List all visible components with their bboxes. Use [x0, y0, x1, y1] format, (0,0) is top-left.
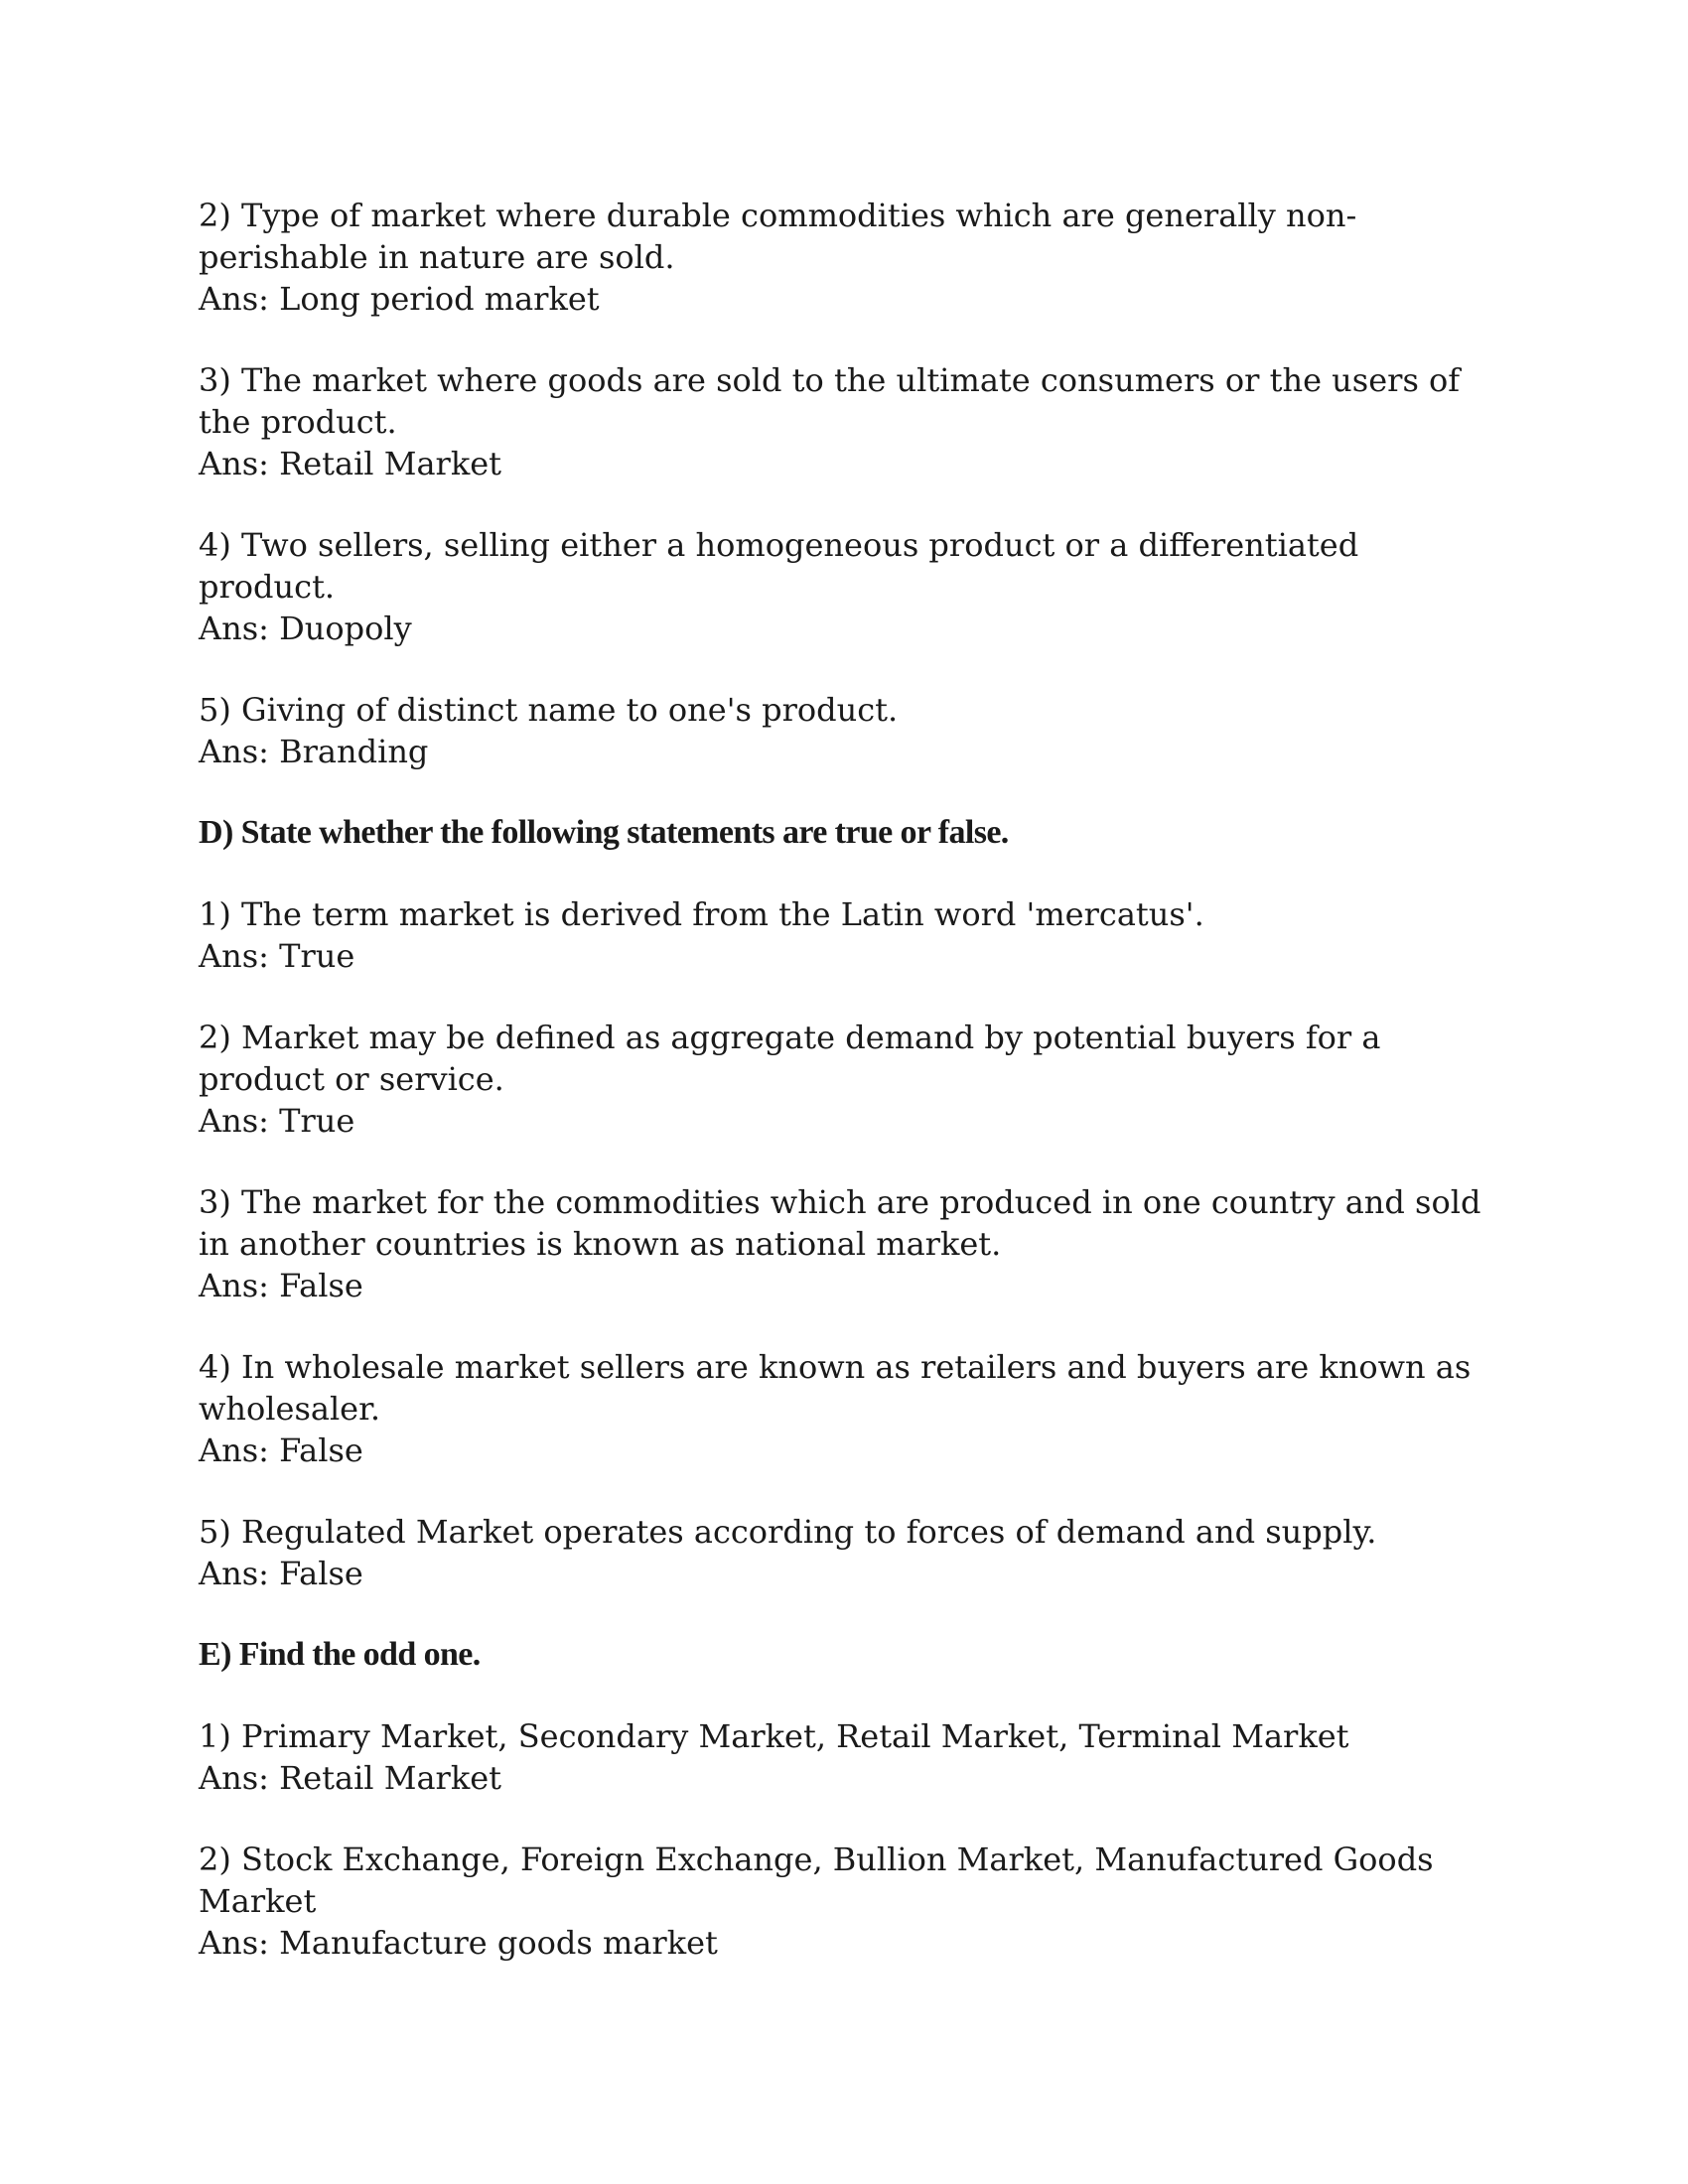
answer-text: Ans: Retail Market — [199, 1759, 502, 1797]
answer-text: Ans: True — [199, 937, 355, 975]
question-text: 3) The market for the commodities which are produced in one country and sold in another countries is known as national market. — [199, 1183, 1481, 1263]
question-text: 2) Stock Exchange, Foreign Exchange, Bullion Market, Manufactured Goods Market — [199, 1841, 1434, 1920]
answer-text: Ans: Long period market — [199, 280, 600, 318]
answer-text: Ans: False — [199, 1432, 363, 1469]
answer-text: Ans: True — [199, 1102, 355, 1140]
question-text: 3) The market where goods are sold to the ultimate consumers or the users of the product. — [199, 361, 1461, 441]
question-answer-item — [199, 1346, 1489, 1471]
question-text: 4) Two sellers, selling either a homogeneous product or a differentiated product. — [199, 526, 1359, 606]
question-answer-item — [199, 524, 1489, 649]
answer-text: Ans: Manufacture goods market — [199, 1924, 718, 1962]
question-text: 5) Regulated Market operates according to forces of demand and supply. — [199, 1513, 1377, 1551]
question-answer-item — [199, 195, 1489, 320]
question-text: 2) Type of market where durable commodities which are generally non-perishable in nature are sold. — [199, 197, 1357, 276]
question-answer-item — [199, 359, 1489, 484]
section-heading: D) State whether the following statements are true or false. — [199, 814, 1009, 851]
question-answer-item — [199, 1181, 1489, 1306]
question-answer-item — [199, 1017, 1489, 1142]
answer-text: Ans: False — [199, 1555, 363, 1592]
document-body — [199, 195, 1489, 2003]
answer-text: Ans: Duopoly — [199, 610, 412, 647]
question-text: 2) Market may be defined as aggregate demand by potential buyers for a product or service. — [199, 1019, 1381, 1098]
question-answer-item — [199, 1511, 1489, 1594]
question-answer-item — [199, 893, 1489, 977]
question-text: 4) In wholesale market sellers are known as retailers and buyers are known as wholesaler. — [199, 1348, 1472, 1428]
question-answer-item — [199, 689, 1489, 772]
question-text: 5) Giving of distinct name to one's product. — [199, 691, 899, 729]
section-heading: E) Find the odd one. — [199, 1636, 481, 1673]
answer-text: Ans: Branding — [199, 733, 429, 770]
question-answer-item — [199, 1715, 1489, 1799]
question-answer-item — [199, 1839, 1489, 1964]
question-text: 1) The term market is derived from the Latin word 'mercatus'. — [199, 895, 1204, 933]
question-text: 1) Primary Market, Secondary Market, Retail Market, Terminal Market — [199, 1717, 1349, 1755]
answer-text: Ans: Retail Market — [199, 445, 502, 482]
answer-text: Ans: False — [199, 1267, 363, 1304]
